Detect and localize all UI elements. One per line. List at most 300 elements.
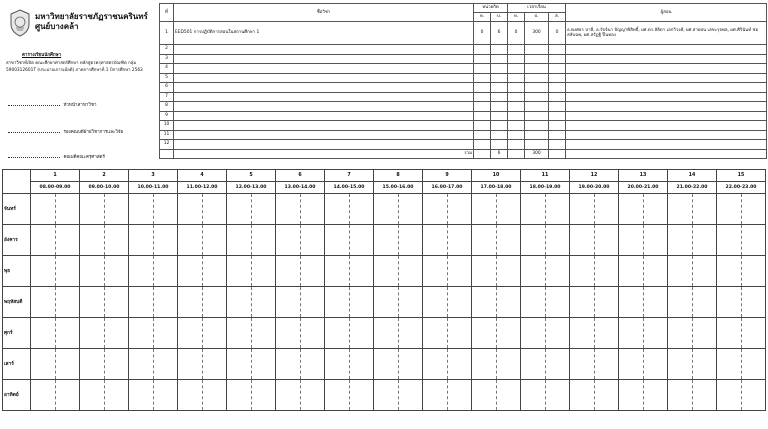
- period-number: 11: [521, 170, 570, 182]
- total-hour-t: [508, 149, 525, 159]
- course-no-cell: 8: [160, 102, 174, 112]
- hour-t-header: ท.: [508, 13, 525, 22]
- time-slot-cell: [325, 225, 374, 256]
- course-hour-s-cell: [549, 121, 566, 131]
- course-hour-p-cell: [525, 102, 549, 112]
- course-table: [159, 3, 767, 159]
- period-time: 14.00-15.00: [325, 182, 374, 194]
- course-credit-p-cell: [491, 130, 508, 140]
- course-hour-p-cell: [525, 130, 549, 140]
- course-hour-t-cell: [508, 64, 525, 74]
- course-hour-s-cell: [549, 92, 566, 102]
- time-slot-cell: [423, 349, 472, 380]
- day-name: อังคาร: [3, 225, 31, 256]
- course-course-cell: [174, 111, 474, 121]
- course-course-cell: [174, 64, 474, 74]
- time-slot-cell: [619, 194, 668, 225]
- time-slot-cell: [178, 287, 227, 318]
- course-no-cell: 9: [160, 111, 174, 121]
- schedule-body: [3, 194, 766, 411]
- course-credit-t-cell: [474, 83, 491, 93]
- signature-line-vice-dean: [8, 128, 123, 135]
- period-number: 12: [570, 170, 619, 182]
- course-credit-t-cell: [474, 54, 491, 64]
- time-slot-cell: [521, 194, 570, 225]
- time-slot-cell: [80, 194, 129, 225]
- time-slot-cell: [31, 287, 80, 318]
- time-slot-cell: [717, 194, 766, 225]
- signature-dots: [8, 157, 60, 158]
- total-hour-s: [549, 149, 566, 159]
- period-number: 4: [178, 170, 227, 182]
- course-credit-p-cell: [491, 73, 508, 83]
- time-slot-cell: [668, 318, 717, 349]
- time-slot-cell: [374, 318, 423, 349]
- course-credit-p-cell: [491, 64, 508, 74]
- signature-dots: [8, 132, 60, 133]
- course-instructors-cell: [566, 64, 767, 74]
- time-slot-cell: [374, 287, 423, 318]
- total-blank: [160, 149, 174, 159]
- course-credit-t-cell: [474, 45, 491, 55]
- period-number: 3: [129, 170, 178, 182]
- time-slot-cell: [178, 318, 227, 349]
- hour-p-header: ป.: [525, 13, 549, 22]
- course-hour-s-cell: [549, 64, 566, 74]
- course-instructors-cell: [566, 92, 767, 102]
- period-time: 08.00-09.00: [31, 182, 80, 194]
- university-line-1: มหาวิทยาลัยราชภัฏราชนครินทร์: [35, 12, 148, 21]
- time-slot-cell: [227, 380, 276, 411]
- time-slot-cell: [521, 287, 570, 318]
- course-row: [160, 64, 767, 74]
- course-credit-p-cell: 6: [491, 22, 508, 45]
- time-slot-cell: [80, 318, 129, 349]
- time-slot-cell: [619, 318, 668, 349]
- signature-label: รองคณบดีฝ่ายวิชาการและวิจัย: [63, 130, 124, 135]
- course-credit-p-cell: [491, 102, 508, 112]
- course-credit-t-cell: [474, 92, 491, 102]
- university-line-2: ศูนย์บางคล้า: [35, 22, 79, 31]
- time-slot-cell: [423, 380, 472, 411]
- period-time: 19.00-20.00: [570, 182, 619, 194]
- day-name: พุธ: [3, 256, 31, 287]
- time-slot-cell: [570, 349, 619, 380]
- course-hour-t-cell: [508, 130, 525, 140]
- course-row: [160, 121, 767, 131]
- time-slot-cell: [129, 287, 178, 318]
- time-slot-cell: [472, 256, 521, 287]
- course-credit-p-cell: [491, 83, 508, 93]
- time-slot-cell: [31, 349, 80, 380]
- time-slot-cell: [80, 349, 129, 380]
- time-slot-cell: [472, 194, 521, 225]
- time-slot-cell: [325, 256, 374, 287]
- time-slot-cell: [374, 380, 423, 411]
- course-hour-t-cell: [508, 45, 525, 55]
- time-slot-cell: [129, 318, 178, 349]
- course-course-cell: [174, 121, 474, 131]
- credit-t-header: ท.: [474, 13, 491, 22]
- time-slot-cell: [472, 349, 521, 380]
- course-row: [160, 45, 767, 55]
- course-instructors-cell: [566, 45, 767, 55]
- course-instructors-cell: [566, 140, 767, 150]
- time-slot-cell: [570, 287, 619, 318]
- course-row: [160, 130, 767, 140]
- period-time: 09.00-10.00: [80, 182, 129, 194]
- time-slot-cell: [227, 194, 276, 225]
- period-time: 13.00-14.00: [276, 182, 325, 194]
- time-slot-cell: [717, 349, 766, 380]
- day-name: จันทร์: [3, 194, 31, 225]
- course-credit-p-cell: [491, 54, 508, 64]
- course-no-cell: 1: [160, 22, 174, 45]
- course-hour-s-cell: [549, 73, 566, 83]
- time-slot-cell: [619, 380, 668, 411]
- course-hour-p-cell: [525, 45, 549, 55]
- time-slot-cell: [570, 194, 619, 225]
- time-slot-cell: [668, 225, 717, 256]
- course-hour-p-cell: [525, 73, 549, 83]
- time-slot-cell: [472, 225, 521, 256]
- course-hour-p-cell: [525, 54, 549, 64]
- time-slot-cell: [521, 318, 570, 349]
- course-credit-p-cell: [491, 92, 508, 102]
- course-hour-p-cell: [525, 140, 549, 150]
- course-credit-t-cell: [474, 111, 491, 121]
- course-credit-t-cell: [474, 102, 491, 112]
- course-total-row: [160, 149, 767, 159]
- time-slot-cell: [619, 225, 668, 256]
- time-slot-cell: [619, 256, 668, 287]
- time-slot-cell: [31, 380, 80, 411]
- signature-label: หัวหน้าสาขาวิชา: [63, 103, 97, 108]
- time-slot-cell: [717, 287, 766, 318]
- university-seal-icon: [8, 9, 32, 37]
- time-slot-cell: [423, 225, 472, 256]
- course-hour-t-cell: [508, 54, 525, 64]
- course-credit-p-cell: [491, 45, 508, 55]
- time-slot-cell: [668, 256, 717, 287]
- time-slot-cell: [276, 318, 325, 349]
- course-credit-t-cell: [474, 121, 491, 131]
- course-instructors-cell: อ.พงศธร ปาลี, อ.รัจจ์นา ปัญญาพิสิทธิ์, ผศ.ดร.ลัลิดา เอกวิวงศ์, ผศ.สายฝน เลขะรุจพล, ผศ.ศิรินันท์ ช่อสลับฉพ, ผศ.สรัฏฐิ ปืนทอง: [566, 22, 767, 45]
- time-slot-cell: [276, 194, 325, 225]
- total-credit-t: [474, 149, 491, 159]
- course-table-body: [160, 22, 767, 150]
- period-number: 7: [325, 170, 374, 182]
- period-number-row: [3, 170, 766, 182]
- credit-p-header: ป.: [491, 13, 508, 22]
- total-hour-p: 300: [525, 149, 549, 159]
- time-slot-cell: [472, 318, 521, 349]
- day-row: [3, 287, 766, 318]
- course-hour-s-cell: [549, 54, 566, 64]
- course-hour-t-cell: [508, 83, 525, 93]
- time-slot-cell: [668, 194, 717, 225]
- time-slot-cell: [276, 287, 325, 318]
- course-credit-p-cell: [491, 111, 508, 121]
- day-row: [3, 380, 766, 411]
- time-slot-cell: [227, 287, 276, 318]
- time-slot-cell: [717, 318, 766, 349]
- time-slot-cell: [80, 380, 129, 411]
- time-slot-cell: [31, 194, 80, 225]
- course-hour-p-cell: 300: [525, 22, 549, 45]
- time-slot-cell: [129, 194, 178, 225]
- program-info: สาขาวิชาที่เปิด คณะศึกษาศาสตร์ศึกษา หลักสูตรครุศาสตรบัณฑิต กลุ่ม 5900312601T (ประมาณการเมียดี) ภาคการศึกษาที่ 1 ปีการศึกษา 2563: [6, 61, 143, 73]
- course-no-cell: 10: [160, 121, 174, 131]
- course-course-cell: [174, 92, 474, 102]
- course-course-cell: [174, 73, 474, 83]
- total-instructors: [566, 149, 767, 159]
- time-slot-cell: [325, 318, 374, 349]
- course-row: [160, 54, 767, 64]
- period-number: 1: [31, 170, 80, 182]
- period-number: 2: [80, 170, 129, 182]
- time-slot-cell: [423, 194, 472, 225]
- course-credit-t-cell: [474, 64, 491, 74]
- period-time: 11.00-12.00: [178, 182, 227, 194]
- time-slot-cell: [276, 256, 325, 287]
- col-no-header: ที่: [160, 4, 174, 22]
- day-row: [3, 225, 766, 256]
- period-time-row: [3, 182, 766, 194]
- signature-line-dean: [8, 153, 105, 160]
- course-row: [160, 73, 767, 83]
- time-slot-cell: [521, 380, 570, 411]
- time-slot-cell: [619, 349, 668, 380]
- time-slot-cell: [178, 256, 227, 287]
- time-slot-cell: [423, 287, 472, 318]
- course-no-cell: 11: [160, 130, 174, 140]
- time-slot-cell: [717, 380, 766, 411]
- time-slot-cell: [374, 256, 423, 287]
- time-slot-cell: [570, 380, 619, 411]
- period-time: 12.00-13.00: [227, 182, 276, 194]
- time-slot-cell: [472, 380, 521, 411]
- period-time: 18.00-19.00: [521, 182, 570, 194]
- time-slot-cell: [227, 256, 276, 287]
- course-course-cell: [174, 130, 474, 140]
- course-no-cell: 7: [160, 92, 174, 102]
- time-slot-cell: [178, 380, 227, 411]
- time-slot-cell: [374, 194, 423, 225]
- total-label: รวม: [174, 149, 474, 159]
- time-slot-cell: [668, 380, 717, 411]
- day-name: เสาร์: [3, 349, 31, 380]
- col-hours-header: เวลาเรียน: [508, 4, 566, 13]
- time-slot-cell: [227, 318, 276, 349]
- col-instructors-header: ผู้สอน: [566, 4, 767, 22]
- time-slot-cell: [325, 194, 374, 225]
- time-slot-cell: [717, 225, 766, 256]
- university-name: [35, 12, 148, 32]
- time-slot-cell: [521, 256, 570, 287]
- period-number: 5: [227, 170, 276, 182]
- course-credit-t-cell: [474, 130, 491, 140]
- period-number: 8: [374, 170, 423, 182]
- time-slot-cell: [129, 380, 178, 411]
- course-course-cell: [174, 54, 474, 64]
- period-time: 10.00-11.00: [129, 182, 178, 194]
- course-hour-s-cell: [549, 140, 566, 150]
- period-time: 17.00-18.00: [472, 182, 521, 194]
- course-hour-p-cell: [525, 111, 549, 121]
- course-instructors-cell: [566, 83, 767, 93]
- course-table-header-row: [160, 4, 767, 13]
- period-time: 21.00-22.00: [668, 182, 717, 194]
- course-instructors-cell: [566, 54, 767, 64]
- course-instructors-cell: [566, 121, 767, 131]
- time-slot-cell: [521, 349, 570, 380]
- time-slot-cell: [521, 225, 570, 256]
- period-number: 10: [472, 170, 521, 182]
- period-time: 20.00-21.00: [619, 182, 668, 194]
- time-slot-cell: [276, 380, 325, 411]
- course-course-cell: [174, 140, 474, 150]
- day-row: [3, 256, 766, 287]
- course-hour-s-cell: [549, 83, 566, 93]
- course-course-cell: [174, 83, 474, 93]
- course-no-cell: 2: [160, 45, 174, 55]
- course-credit-p-cell: [491, 140, 508, 150]
- course-hour-t-cell: 0: [508, 22, 525, 45]
- day-row: [3, 194, 766, 225]
- course-hour-p-cell: [525, 83, 549, 93]
- period-time: 15.00-16.00: [374, 182, 423, 194]
- time-slot-cell: [570, 225, 619, 256]
- time-slot-cell: [227, 349, 276, 380]
- time-slot-cell: [80, 287, 129, 318]
- course-hour-s-cell: 0: [549, 22, 566, 45]
- course-row: [160, 102, 767, 112]
- total-credit-p: 6: [491, 149, 508, 159]
- time-slot-cell: [129, 349, 178, 380]
- course-hour-p-cell: [525, 64, 549, 74]
- course-instructors-cell: [566, 102, 767, 112]
- course-credit-t-cell: [474, 73, 491, 83]
- course-no-cell: 12: [160, 140, 174, 150]
- time-slot-cell: [325, 380, 374, 411]
- period-number: 14: [668, 170, 717, 182]
- signature-label: คณบดีคณะครุศาสตร์: [63, 155, 105, 160]
- period-number: 6: [276, 170, 325, 182]
- course-hour-s-cell: [549, 102, 566, 112]
- course-row: [160, 111, 767, 121]
- day-row: [3, 318, 766, 349]
- time-slot-cell: [31, 256, 80, 287]
- time-slot-cell: [325, 349, 374, 380]
- course-instructors-cell: [566, 73, 767, 83]
- time-slot-cell: [668, 287, 717, 318]
- course-instructors-cell: [566, 111, 767, 121]
- time-slot-cell: [374, 225, 423, 256]
- day-name: พฤหัสบดี: [3, 287, 31, 318]
- period-time: 22.00-23.00: [717, 182, 766, 194]
- course-instructors-cell: [566, 130, 767, 140]
- course-hour-s-cell: [549, 130, 566, 140]
- time-slot-cell: [31, 225, 80, 256]
- course-hour-t-cell: [508, 73, 525, 83]
- col-course-header: ชื่อวิชา: [174, 4, 474, 22]
- time-slot-cell: [276, 349, 325, 380]
- course-hour-p-cell: [525, 121, 549, 131]
- course-course-cell: [174, 45, 474, 55]
- day-name: อาทิตย์: [3, 380, 31, 411]
- time-slot-cell: [129, 256, 178, 287]
- period-number: 15: [717, 170, 766, 182]
- time-slot-cell: [570, 318, 619, 349]
- course-course-cell: [174, 102, 474, 112]
- course-hour-p-cell: [525, 92, 549, 102]
- time-slot-cell: [276, 225, 325, 256]
- time-slot-cell: [619, 287, 668, 318]
- time-slot-cell: [423, 256, 472, 287]
- course-no-cell: 3: [160, 54, 174, 64]
- course-credit-t-cell: [474, 140, 491, 150]
- course-row: [160, 22, 767, 45]
- course-row: [160, 92, 767, 102]
- signature-dots: [8, 105, 60, 106]
- time-slot-cell: [570, 256, 619, 287]
- time-slot-cell: [80, 256, 129, 287]
- time-slot-cell: [717, 256, 766, 287]
- period-number: 9: [423, 170, 472, 182]
- course-row: [160, 140, 767, 150]
- period-time: 16.00-17.00: [423, 182, 472, 194]
- course-hour-s-cell: [549, 111, 566, 121]
- hour-s-header: ส.: [549, 13, 566, 22]
- time-slot-cell: [80, 225, 129, 256]
- course-no-cell: 6: [160, 83, 174, 93]
- weekly-schedule-grid: [2, 169, 766, 411]
- course-row: [160, 83, 767, 93]
- course-hour-t-cell: [508, 140, 525, 150]
- time-slot-cell: [129, 225, 178, 256]
- schedule-corner: [3, 170, 31, 194]
- course-no-cell: 4: [160, 64, 174, 74]
- day-row: [3, 349, 766, 380]
- day-name: ศุกร์: [3, 318, 31, 349]
- course-course-cell: EED501 การปฏิบัติการสอนในสถานศึกษา 1: [174, 22, 474, 45]
- time-slot-cell: [178, 194, 227, 225]
- time-slot-cell: [31, 318, 80, 349]
- time-slot-cell: [178, 349, 227, 380]
- course-hour-t-cell: [508, 111, 525, 121]
- time-slot-cell: [423, 318, 472, 349]
- time-slot-cell: [374, 349, 423, 380]
- course-hour-t-cell: [508, 102, 525, 112]
- time-slot-cell: [227, 225, 276, 256]
- course-hour-t-cell: [508, 92, 525, 102]
- time-slot-cell: [668, 349, 717, 380]
- course-credit-p-cell: [491, 121, 508, 131]
- time-slot-cell: [178, 225, 227, 256]
- time-slot-cell: [472, 287, 521, 318]
- course-credit-t-cell: 0: [474, 22, 491, 45]
- time-slot-cell: [325, 287, 374, 318]
- course-hour-s-cell: [549, 45, 566, 55]
- signature-line-head: [8, 101, 96, 108]
- timetable-title: ตารางเรียนนักศึกษา: [22, 53, 62, 58]
- col-credits-header: หน่วยกิต: [474, 4, 508, 13]
- course-no-cell: 5: [160, 73, 174, 83]
- left-info-panel: [2, 3, 157, 167]
- period-number: 13: [619, 170, 668, 182]
- course-hour-t-cell: [508, 121, 525, 131]
